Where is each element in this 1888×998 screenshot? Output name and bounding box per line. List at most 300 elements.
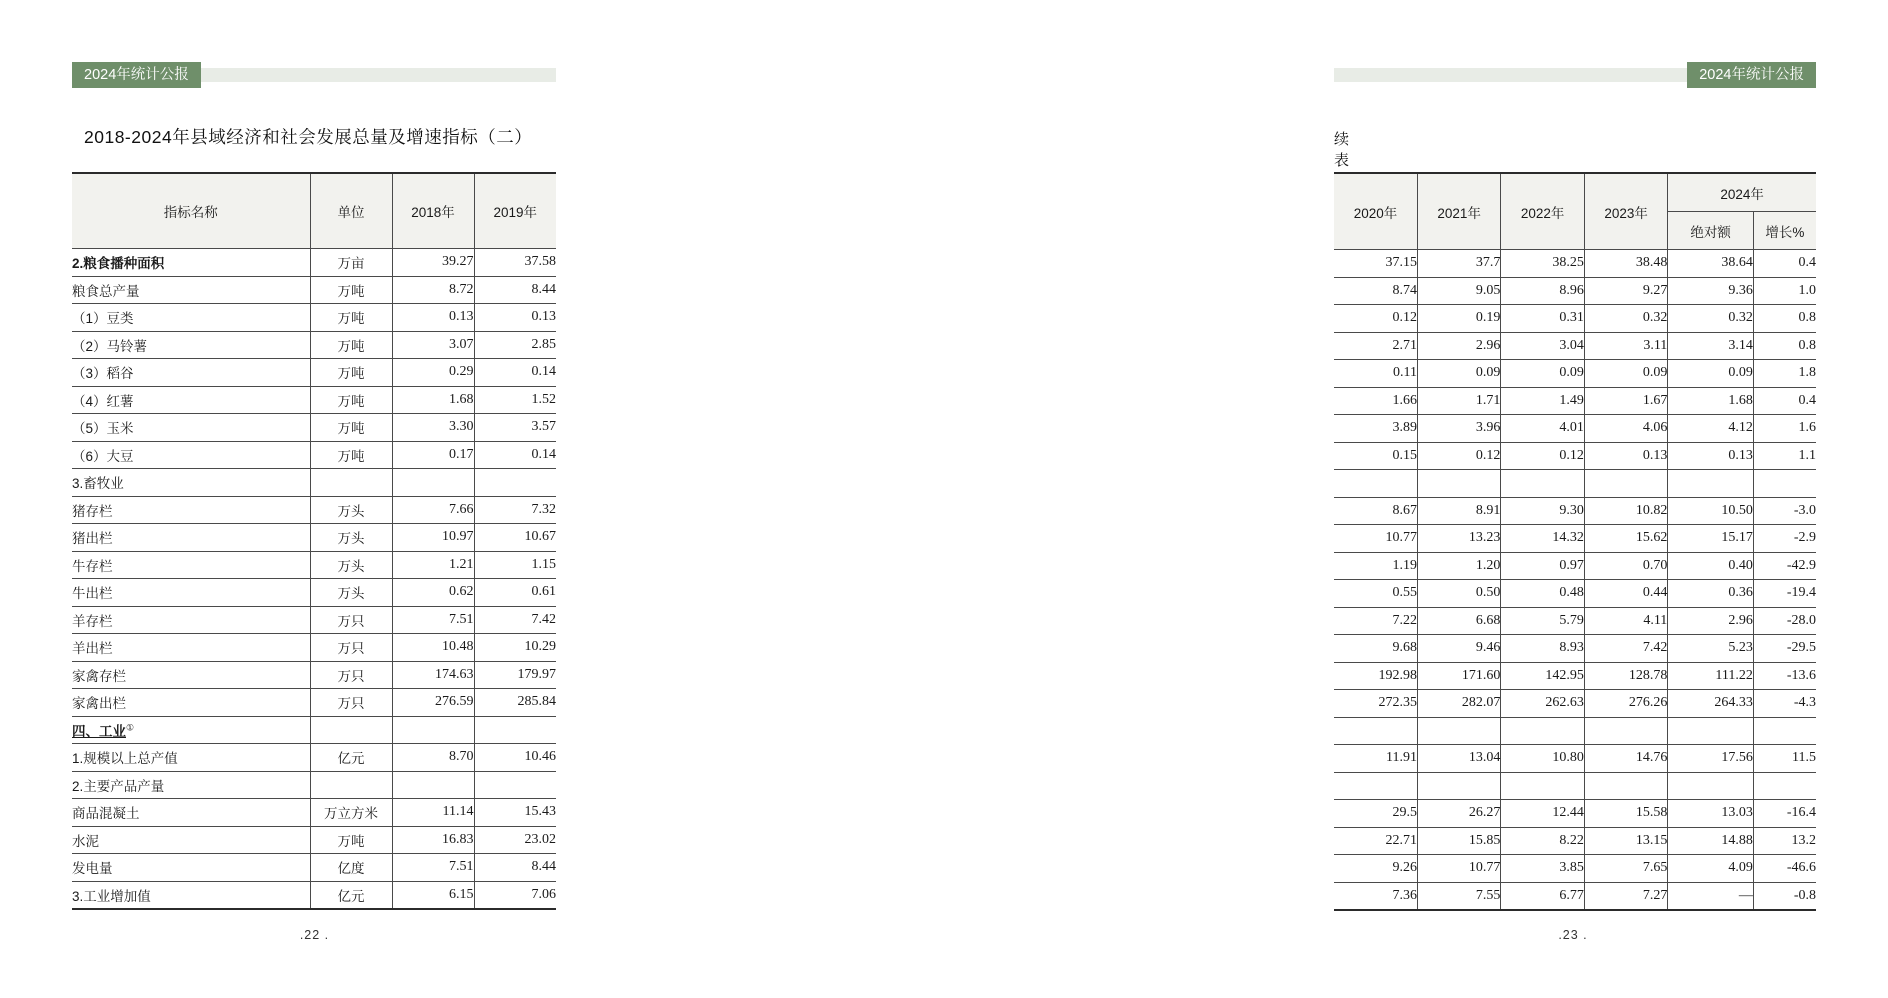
cell-2022: 4.01: [1501, 415, 1584, 443]
cell-2024-growth: -28.0: [1753, 607, 1816, 635]
row-unit: [310, 716, 392, 744]
row-label: （1）豆类: [72, 304, 310, 332]
cell-2019: 7.06: [474, 881, 556, 909]
header-rule: [1334, 68, 1687, 82]
cell-2018: [392, 716, 474, 744]
table-row: [1334, 470, 1816, 498]
cell-2022: 3.04: [1501, 332, 1584, 360]
cell-2018: 8.72: [392, 276, 474, 304]
cell-2023: 7.27: [1584, 882, 1667, 910]
cell-2019: 179.97: [474, 661, 556, 689]
cell-2019: 0.14: [474, 359, 556, 387]
footnote-marker: ①: [126, 722, 135, 733]
row-unit: 万吨: [310, 441, 392, 469]
table-row: [72, 826, 556, 854]
cell-2018: [392, 771, 474, 799]
cell-2022: 8.96: [1501, 277, 1584, 305]
page-right: [629, 0, 1816, 998]
row-label: 家禽出栏: [72, 689, 310, 717]
row-unit: 万吨: [310, 414, 392, 442]
cell-2018: 7.51: [392, 606, 474, 634]
table-row: [1334, 772, 1816, 800]
cell-2023: 128.78: [1584, 662, 1667, 690]
cell-2024-growth: 13.2: [1753, 827, 1816, 855]
running-header-left: [72, 62, 556, 88]
row-unit: [310, 469, 392, 497]
row-label: 2.主要产品产量: [72, 771, 310, 799]
cell-2018: 8.70: [392, 744, 474, 772]
cell-2021: 1.20: [1417, 552, 1500, 580]
cell-2020: [1334, 717, 1417, 745]
table-row: [1334, 442, 1816, 470]
cell-2021: 9.46: [1417, 635, 1500, 663]
table-row: [1334, 415, 1816, 443]
table-row: [1334, 525, 1816, 553]
cell-2020: 272.35: [1334, 690, 1417, 718]
cell-2018: 7.66: [392, 496, 474, 524]
cell-2020: 10.77: [1334, 525, 1417, 553]
page-number-right: .23 .: [1558, 928, 1588, 942]
cell-2019: 15.43: [474, 799, 556, 827]
table-row: [1334, 607, 1816, 635]
cell-2020: 8.67: [1334, 497, 1417, 525]
table-row: [1334, 360, 1816, 388]
row-unit: 万头: [310, 551, 392, 579]
row-label: 1.规模以上总产值: [72, 744, 310, 772]
table-row: [1334, 305, 1816, 333]
cell-2021: 15.85: [1417, 827, 1500, 855]
cell-2024-absolute: 14.88: [1668, 827, 1754, 855]
cell-2021: 0.12: [1417, 442, 1500, 470]
cell-2024-growth: -13.6: [1753, 662, 1816, 690]
cell-2019: 8.44: [474, 854, 556, 882]
cell-2020: [1334, 470, 1417, 498]
table-row: [72, 524, 556, 552]
row-label: 水泥: [72, 826, 310, 854]
row-unit: 万只: [310, 689, 392, 717]
cell-2024-growth: 0.4: [1753, 387, 1816, 415]
cell-2024-growth: -2.9: [1753, 525, 1816, 553]
row-unit: 万头: [310, 496, 392, 524]
col-header-2024: 2024年: [1668, 173, 1816, 212]
row-unit: 万只: [310, 634, 392, 662]
cell-2022: 8.22: [1501, 827, 1584, 855]
cell-2019: [474, 716, 556, 744]
continued-table-title: 续表: [1334, 131, 1350, 169]
cell-2022: 262.63: [1501, 690, 1584, 718]
cell-2021: 2.96: [1417, 332, 1500, 360]
row-label: （2）马铃薯: [72, 331, 310, 359]
cell-2024-growth: -42.9: [1753, 552, 1816, 580]
cell-2019: 37.58: [474, 249, 556, 277]
table-row: [1334, 800, 1816, 828]
cell-2019: 0.13: [474, 304, 556, 332]
cell-2021: [1417, 717, 1500, 745]
cell-2018: 276.59: [392, 689, 474, 717]
cell-2021: 9.05: [1417, 277, 1500, 305]
cell-2024-absolute: 1.68: [1668, 387, 1754, 415]
cell-2023: 0.09: [1584, 360, 1667, 388]
cell-2020: 22.71: [1334, 827, 1417, 855]
row-label: 3.工业增加值: [72, 881, 310, 909]
row-unit: 万吨: [310, 331, 392, 359]
cell-2021: 3.96: [1417, 415, 1500, 443]
cell-2018: 0.13: [392, 304, 474, 332]
table-row: [72, 716, 556, 744]
cell-2019: 8.44: [474, 276, 556, 304]
cell-2022: 0.12: [1501, 442, 1584, 470]
cell-2021: 0.19: [1417, 305, 1500, 333]
table-right-header: [1334, 173, 1816, 250]
cell-2024-absolute: 4.12: [1668, 415, 1754, 443]
cell-2019: 3.57: [474, 414, 556, 442]
cell-2024-absolute: 4.09: [1668, 855, 1754, 883]
cell-2019: 2.85: [474, 331, 556, 359]
cell-2023: 276.26: [1584, 690, 1667, 718]
table-row: [72, 579, 556, 607]
cell-2022: 8.93: [1501, 635, 1584, 663]
table-row: [72, 689, 556, 717]
cell-2023: 1.67: [1584, 387, 1667, 415]
cell-2020: 1.19: [1334, 552, 1417, 580]
cell-2022: 12.44: [1501, 800, 1584, 828]
cell-2023: [1584, 772, 1667, 800]
cell-2019: 0.61: [474, 579, 556, 607]
cell-2019: 10.67: [474, 524, 556, 552]
table-row: [1334, 662, 1816, 690]
cell-2024-growth: 1.8: [1753, 360, 1816, 388]
table-left-body: [72, 249, 556, 910]
cell-2024-growth: -4.3: [1753, 690, 1816, 718]
col-header-2023: 2023年: [1584, 173, 1667, 250]
cell-2022: 0.31: [1501, 305, 1584, 333]
row-unit: [310, 771, 392, 799]
table-row: [1334, 717, 1816, 745]
table-row: [72, 304, 556, 332]
cell-2020: 9.26: [1334, 855, 1417, 883]
cell-2024-growth: 0.8: [1753, 305, 1816, 333]
cell-2024-growth: -16.4: [1753, 800, 1816, 828]
cell-2024-absolute: 15.17: [1668, 525, 1754, 553]
table-row: [72, 496, 556, 524]
cell-2018: 0.17: [392, 441, 474, 469]
cell-2021: 6.68: [1417, 607, 1500, 635]
table-right: [1334, 172, 1816, 911]
cell-2018: 174.63: [392, 661, 474, 689]
table-row: [72, 386, 556, 414]
cell-2019: 10.46: [474, 744, 556, 772]
cell-2020: 9.68: [1334, 635, 1417, 663]
col-header-2021: 2021年: [1417, 173, 1500, 250]
cell-2023: 7.42: [1584, 635, 1667, 663]
cell-2024-growth: [1753, 717, 1816, 745]
cell-2020: 11.91: [1334, 745, 1417, 773]
page-number-left: .22 .: [299, 928, 330, 942]
cell-2018: 0.62: [392, 579, 474, 607]
table-row: [72, 634, 556, 662]
cell-2021: 37.7: [1417, 250, 1500, 278]
cell-2024-absolute: 0.13: [1668, 442, 1754, 470]
row-label: 羊出栏: [72, 634, 310, 662]
row-label: 3.畜牧业: [72, 469, 310, 497]
table-row: [72, 771, 556, 799]
table-row: [1334, 690, 1816, 718]
cell-2024-absolute: 264.33: [1668, 690, 1754, 718]
cell-2022: [1501, 470, 1584, 498]
row-label: （5）玉米: [72, 414, 310, 442]
table-left: [72, 172, 556, 910]
col-header-2018: 2018年: [392, 173, 474, 249]
table-row: [1334, 387, 1816, 415]
cell-2023: [1584, 470, 1667, 498]
row-unit: 万吨: [310, 359, 392, 387]
cell-2019: 7.32: [474, 496, 556, 524]
row-unit: 万吨: [310, 276, 392, 304]
cell-2022: 142.95: [1501, 662, 1584, 690]
col-header-indicator: 指标名称: [72, 173, 310, 249]
cell-2022: 1.49: [1501, 387, 1584, 415]
cell-2022: 38.25: [1501, 250, 1584, 278]
cell-2024-absolute: 5.23: [1668, 635, 1754, 663]
cell-2019: 1.52: [474, 386, 556, 414]
cell-2020: 0.12: [1334, 305, 1417, 333]
cell-2024-growth: -29.5: [1753, 635, 1816, 663]
row-label: 发电量: [72, 854, 310, 882]
cell-2020: 0.11: [1334, 360, 1417, 388]
cell-2022: 10.80: [1501, 745, 1584, 773]
cell-2020: 29.5: [1334, 800, 1417, 828]
row-unit: 万只: [310, 606, 392, 634]
cell-2024-growth: [1753, 772, 1816, 800]
cell-2020: [1334, 772, 1417, 800]
table-row: [1334, 277, 1816, 305]
cell-2022: 0.48: [1501, 580, 1584, 608]
row-unit: 万吨: [310, 304, 392, 332]
cell-2024-absolute: [1668, 717, 1754, 745]
cell-2024-absolute: [1668, 772, 1754, 800]
cell-2024-absolute: 38.64: [1668, 250, 1754, 278]
row-label: （4）红薯: [72, 386, 310, 414]
row-unit: 亿元: [310, 744, 392, 772]
cell-2024-growth: 1.1: [1753, 442, 1816, 470]
cell-2022: 5.79: [1501, 607, 1584, 635]
cell-2018: 1.21: [392, 551, 474, 579]
cell-2018: 6.15: [392, 881, 474, 909]
cell-2022: 6.77: [1501, 882, 1584, 910]
cell-2020: 1.66: [1334, 387, 1417, 415]
cell-2019: 285.84: [474, 689, 556, 717]
row-unit: 亿度: [310, 854, 392, 882]
cell-2024-absolute: 0.36: [1668, 580, 1754, 608]
cell-2019: 7.42: [474, 606, 556, 634]
cell-2024-absolute: 10.50: [1668, 497, 1754, 525]
cell-2019: 1.15: [474, 551, 556, 579]
table-row: [1334, 745, 1816, 773]
cell-2024-growth: 0.8: [1753, 332, 1816, 360]
cell-2023: 10.82: [1584, 497, 1667, 525]
table-row: [1334, 552, 1816, 580]
col-header-2022: 2022年: [1501, 173, 1584, 250]
table-row: [72, 441, 556, 469]
cell-2022: 14.32: [1501, 525, 1584, 553]
cell-2023: 14.76: [1584, 745, 1667, 773]
cell-2024-absolute: —: [1668, 882, 1754, 910]
cell-2024-absolute: 0.32: [1668, 305, 1754, 333]
cell-2020: 0.55: [1334, 580, 1417, 608]
row-label: 猪存栏: [72, 496, 310, 524]
table-row: [1334, 882, 1816, 910]
running-header-right: [1334, 62, 1816, 88]
table-row: [1334, 635, 1816, 663]
cell-2024-growth: 1.6: [1753, 415, 1816, 443]
row-label: 家禽存栏: [72, 661, 310, 689]
row-label: （3）稻谷: [72, 359, 310, 387]
row-label: 粮食总产量: [72, 276, 310, 304]
cell-2024-growth: -19.4: [1753, 580, 1816, 608]
cell-2020: 0.15: [1334, 442, 1417, 470]
table-row: [72, 854, 556, 882]
col-header-growth: 增长%: [1753, 212, 1816, 250]
cell-2022: [1501, 772, 1584, 800]
cell-2024-absolute: [1668, 470, 1754, 498]
cell-2021: 8.91: [1417, 497, 1500, 525]
cell-2024-absolute: 0.40: [1668, 552, 1754, 580]
cell-2023: [1584, 717, 1667, 745]
row-label: （6）大豆: [72, 441, 310, 469]
col-header-2019: 2019年: [474, 173, 556, 249]
cell-2018: 10.48: [392, 634, 474, 662]
table-row: [72, 799, 556, 827]
cell-2024-growth: 1.0: [1753, 277, 1816, 305]
cell-2024-growth: -0.8: [1753, 882, 1816, 910]
cell-2020: 2.71: [1334, 332, 1417, 360]
table-row: [1334, 580, 1816, 608]
table-row: [72, 744, 556, 772]
table-left-header: [72, 173, 556, 249]
cell-2019: [474, 469, 556, 497]
cell-2020: 7.36: [1334, 882, 1417, 910]
table-row: [1334, 332, 1816, 360]
cell-2023: 3.11: [1584, 332, 1667, 360]
cell-2021: 13.04: [1417, 745, 1500, 773]
cell-2021: 13.23: [1417, 525, 1500, 553]
row-label: 商品混凝土: [72, 799, 310, 827]
cell-2023: 15.62: [1584, 525, 1667, 553]
cell-2019: [474, 771, 556, 799]
cell-2023: 0.32: [1584, 305, 1667, 333]
col-header-unit: 单位: [310, 173, 392, 249]
cell-2024-absolute: 2.96: [1668, 607, 1754, 635]
row-label: 2.粮食播种面积: [72, 249, 310, 277]
row-label: 牛出栏: [72, 579, 310, 607]
cell-2023: 0.70: [1584, 552, 1667, 580]
cell-2018: 3.30: [392, 414, 474, 442]
cell-2021: 0.50: [1417, 580, 1500, 608]
table-row: [1334, 855, 1816, 883]
table-row: [1334, 250, 1816, 278]
row-label: 四、工业①: [72, 716, 310, 744]
row-unit: 亿元: [310, 881, 392, 909]
table-row: [72, 606, 556, 634]
table-row: [72, 414, 556, 442]
cell-2022: 9.30: [1501, 497, 1584, 525]
cell-2022: 0.09: [1501, 360, 1584, 388]
cell-2024-growth: [1753, 470, 1816, 498]
cell-2024-growth: 0.4: [1753, 250, 1816, 278]
row-unit: 万立方米: [310, 799, 392, 827]
cell-2024-growth: 11.5: [1753, 745, 1816, 773]
cell-2020: 3.89: [1334, 415, 1417, 443]
cell-2022: 3.85: [1501, 855, 1584, 883]
cell-2024-absolute: 3.14: [1668, 332, 1754, 360]
cell-2018: 1.68: [392, 386, 474, 414]
cell-2022: 0.97: [1501, 552, 1584, 580]
cell-2020: 37.15: [1334, 250, 1417, 278]
cell-2018: 39.27: [392, 249, 474, 277]
cell-2021: 282.07: [1417, 690, 1500, 718]
table-row: [72, 249, 556, 277]
cell-2019: 23.02: [474, 826, 556, 854]
cell-2021: 0.09: [1417, 360, 1500, 388]
table-row: [72, 881, 556, 909]
page-title: 2018-2024年县域经济和社会发展总量及增速指标（二）: [84, 127, 533, 147]
cell-2023: 0.44: [1584, 580, 1667, 608]
row-label: 猪出栏: [72, 524, 310, 552]
row-unit: 万只: [310, 661, 392, 689]
cell-2021: [1417, 772, 1500, 800]
row-unit: 万头: [310, 524, 392, 552]
cell-2020: 192.98: [1334, 662, 1417, 690]
cell-2024-absolute: 111.22: [1668, 662, 1754, 690]
table-row: [72, 331, 556, 359]
row-unit: 万头: [310, 579, 392, 607]
cell-2024-absolute: 0.09: [1668, 360, 1754, 388]
cell-2018: 0.29: [392, 359, 474, 387]
cell-2020: 8.74: [1334, 277, 1417, 305]
cell-2019: 10.29: [474, 634, 556, 662]
cell-2018: [392, 469, 474, 497]
cell-2021: 1.71: [1417, 387, 1500, 415]
cell-2023: 9.27: [1584, 277, 1667, 305]
cell-2023: 4.06: [1584, 415, 1667, 443]
cell-2023: 0.13: [1584, 442, 1667, 470]
header-rule: [201, 68, 556, 82]
table-row: [72, 276, 556, 304]
cell-2024-absolute: 17.56: [1668, 745, 1754, 773]
cell-2023: 4.11: [1584, 607, 1667, 635]
table-row: [72, 469, 556, 497]
table-row: [1334, 827, 1816, 855]
cell-2024-growth: -46.6: [1753, 855, 1816, 883]
row-unit: 万亩: [310, 249, 392, 277]
cell-2021: 7.55: [1417, 882, 1500, 910]
cell-2022: [1501, 717, 1584, 745]
cell-2023: 13.15: [1584, 827, 1667, 855]
cell-2024-absolute: 13.03: [1668, 800, 1754, 828]
cell-2021: 171.60: [1417, 662, 1500, 690]
cell-2018: 16.83: [392, 826, 474, 854]
running-header-label: 2024年统计公报: [72, 62, 201, 88]
cell-2018: 7.51: [392, 854, 474, 882]
row-label: 牛存栏: [72, 551, 310, 579]
table-row: [72, 661, 556, 689]
table-row: [72, 359, 556, 387]
cell-2023: 7.65: [1584, 855, 1667, 883]
cell-2023: 38.48: [1584, 250, 1667, 278]
cell-2021: 26.27: [1417, 800, 1500, 828]
table-row: [1334, 497, 1816, 525]
row-unit: 万吨: [310, 826, 392, 854]
